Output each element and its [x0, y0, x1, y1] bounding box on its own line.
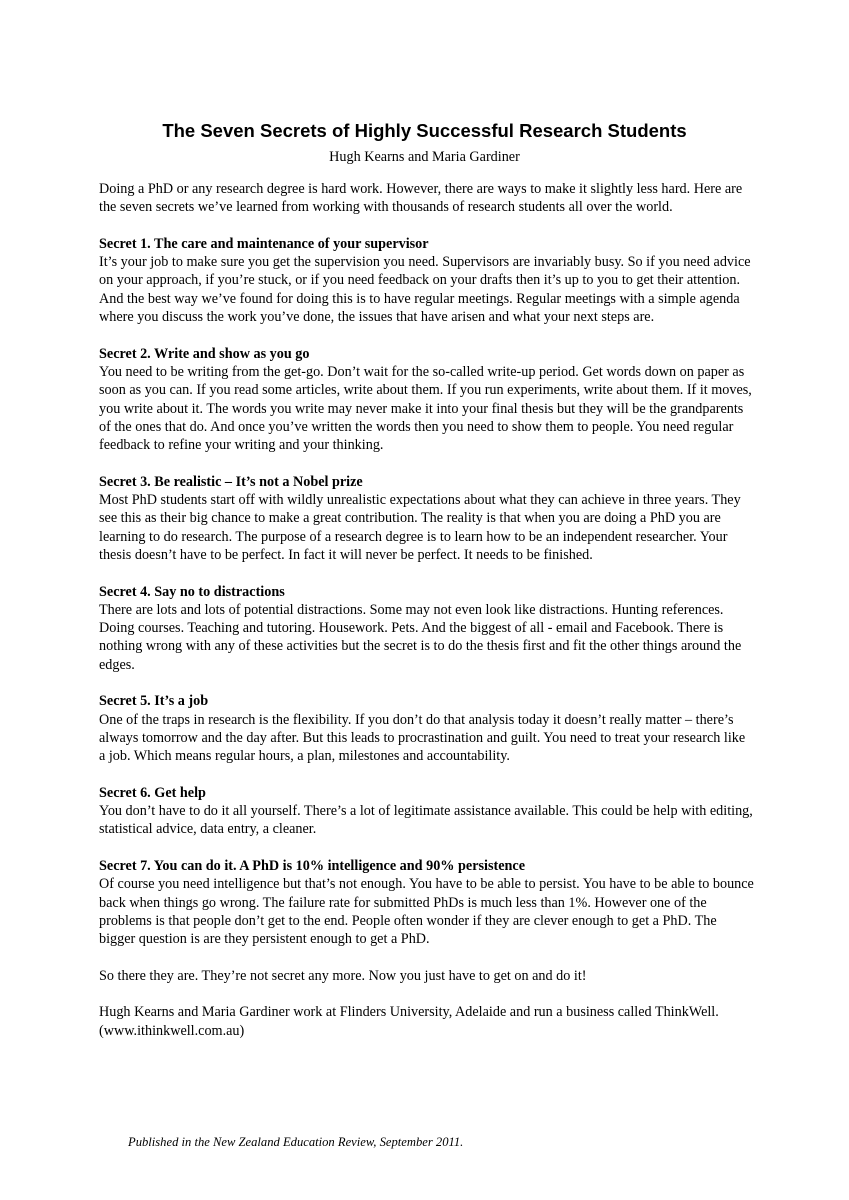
- secret-1-text: It’s your job to make sure you get the supervision you need. Supervisors are invariably busy. So if you need advice on your approach, if you’re stuck, or if you need feedback on your drafts then it’s up to you to get their attention. And the best way we’ve found for doing this is to have regular meetings. Regular meetings with a simple agenda where you discuss the work you’ve done, the issues that have arisen and what your next steps are.: [99, 254, 751, 326]
- publication-note: Published in the New Zealand Education Review, September 2011.: [128, 1135, 464, 1149]
- secret-1-section: [99, 235, 754, 326]
- secret-2-text: You need to be writing from the get-go. Don’t wait for the so-called write-up period. Get words down on paper as soon as you can. If you read some articles, write about them. If you run experiments, write about them. If it moves, you write about it. The words you write may never make it into your final thesis but they will be the grandparents of the ones that do. And once you’ve written the words then you need to show them to people. You need regular feedback to refine your writing and your thinking.: [99, 363, 752, 454]
- about-authors-paragraph: Hugh Kearns and Maria Gardiner work at Flinders University, Adelaide and run a business called ThinkWell. (www.ithinkwell.com.au): [99, 1004, 719, 1039]
- document-authors: Hugh Kearns and Maria Gardiner: [329, 149, 520, 165]
- secret-6-section: [99, 784, 754, 839]
- secret-6-text: You don’t have to do it all yourself. There’s a lot of legitimate assistance available. This could be help with editing, statistical advice, data entry, a cleaner.: [99, 803, 753, 838]
- closing-paragraph: So there they are. They’re not secret any more. Now you just have to get on and do it!: [99, 967, 587, 984]
- secret-6-heading: Secret 6. Get help: [99, 784, 206, 801]
- secret-2-section: [99, 345, 754, 455]
- secret-7-text: Of course you need intelligence but that’s not enough. You have to be able to persist. You have to be able to bounce back when things go wrong. The failure rate for submitted PhDs is much less than 1%. However one of the problems is that people don’t get to the end. People often wonder if they are clever enough to get a PhD. The bigger question is are they persistent enough to get a PhD.: [99, 876, 754, 948]
- secret-5-heading: Secret 5. It’s a job: [99, 693, 209, 710]
- secret-7-section: [99, 857, 754, 948]
- secret-4-text: There are lots and lots of potential distractions. Some may not even look like distractions. Hunting references. Doing courses. Teaching and tutoring. Housework. Pets. And the biggest of all - email and Facebook. There is nothing wrong with any of these activities but the secret is to do the thesis first and fit the other things around the edges.: [99, 601, 742, 673]
- secret-3-text: Most PhD students start off with wildly unrealistic expectations about what they can achieve in three years. They see this as their big chance to make a great contribution. The reality is that when you are doing a PhD you are learning to do research. The purpose of a research degree is to learn how to be an independent researcher. Your thesis doesn’t have to be perfect. In fact it will never be perfect. It needs to be finished.: [99, 492, 741, 563]
- secret-2-heading: Secret 2. Write and show as you go: [99, 345, 310, 362]
- secret-3-section: [99, 473, 754, 564]
- document-title: The Seven Secrets of Highly Successful Research Students: [162, 120, 687, 141]
- secret-7-heading: Secret 7. You can do it. A PhD is 10% intelligence and 90% persistence: [99, 857, 526, 874]
- secret-3-heading: Secret 3. Be realistic – It’s not a Nobel prize: [99, 473, 363, 490]
- secret-5-text: One of the traps in research is the flexibility. If you don’t do that analysis today it doesn’t really matter – there’s always tomorrow and the day after. But this leads to procrastination and guilt. You need to treat your research like a job. Which means regular hours, a plan, milestones and accountability.: [99, 711, 746, 765]
- secret-4-section: [99, 583, 754, 674]
- intro-paragraph: Doing a PhD or any research degree is hard work. However, there are ways to make it slightly less hard. Here are the seven secrets we’ve learned from working with thousands of research students all over the world.: [99, 181, 743, 216]
- secret-4-heading: Secret 4. Say no to distractions: [99, 583, 285, 600]
- secret-1-heading: Secret 1. The care and maintenance of your supervisor: [99, 235, 429, 252]
- secret-5-section: [99, 692, 754, 765]
- document-body: [99, 180, 754, 1058]
